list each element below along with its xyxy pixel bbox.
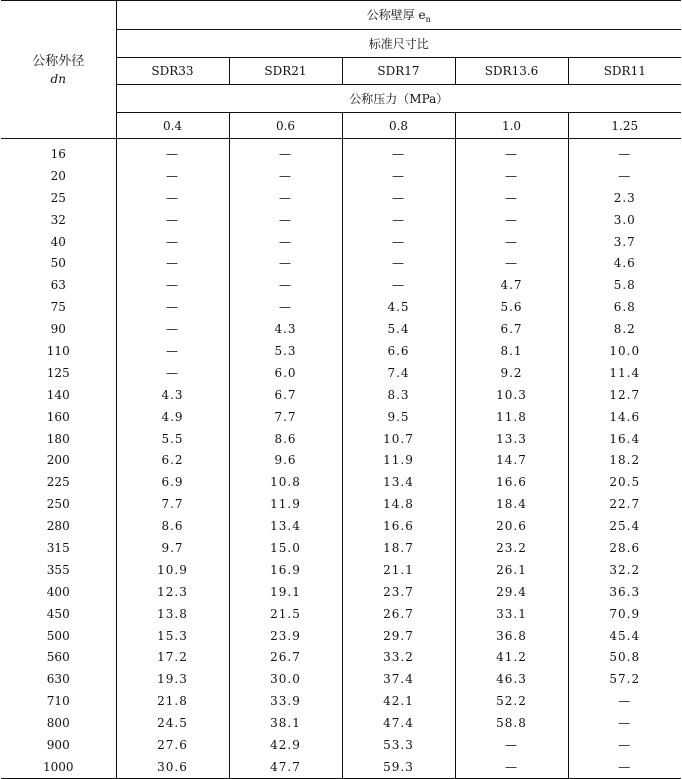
outer-diameter-cell: 900	[1, 734, 116, 756]
outer-diameter-cell: 500	[1, 625, 116, 647]
wall-thickness-cell: 11.8	[455, 406, 568, 428]
wall-thickness-cell: 14.8	[342, 493, 455, 515]
wall-thickness-cell: 47.4	[342, 712, 455, 734]
wall-thickness-cell: 4.3	[116, 384, 229, 406]
sdr-header-cell: SDR13.6	[455, 58, 568, 85]
outer-diameter-cell: 63	[1, 274, 116, 296]
wall-thickness-cell: 20.6	[455, 515, 568, 537]
wall-thickness-cell: 27.6	[116, 734, 229, 756]
wall-thickness-cell: 18.2	[568, 449, 681, 471]
table-row	[1, 406, 681, 428]
table-row	[1, 165, 681, 187]
wall-thickness-cell: 6.7	[229, 384, 342, 406]
wall-thickness-cell: 5.8	[568, 274, 681, 296]
table-row	[1, 537, 681, 559]
wall-thickness-cell: 33.1	[455, 603, 568, 625]
outer-diameter-header	[1, 1, 116, 139]
wall-thickness-cell: 20.5	[568, 471, 681, 493]
outer-diameter-cell: 140	[1, 384, 116, 406]
pressure-header-cell: 1.25	[568, 113, 681, 139]
wall-thickness-cell: 14.6	[568, 406, 681, 428]
wall-thickness-cell: 5.5	[116, 428, 229, 450]
wall-thickness-cell: 3.7	[568, 231, 681, 253]
outer-diameter-cell: 90	[1, 318, 116, 340]
wall-thickness-cell: 70.9	[568, 603, 681, 625]
dimension-ratio-header: 标准尺寸比	[116, 30, 681, 58]
outer-diameter-cell: 200	[1, 449, 116, 471]
wall-thickness-cell: —	[116, 252, 229, 274]
pipe-wall-thickness-table	[1, 0, 681, 779]
wall-thickness-cell: 46.3	[455, 668, 568, 690]
wall-thickness-cell: —	[229, 274, 342, 296]
wall-thickness-cell: 8.3	[342, 384, 455, 406]
wall-thickness-cell: 13.4	[229, 515, 342, 537]
wall-thickness-cell: 12.7	[568, 384, 681, 406]
wall-thickness-cell: 8.1	[455, 340, 568, 362]
wall-thickness-cell: 7.7	[116, 493, 229, 515]
wall-thickness-cell: 11.4	[568, 362, 681, 384]
table-row	[1, 428, 681, 450]
table-row	[1, 493, 681, 515]
sdr-header-cell: SDR11	[568, 58, 681, 85]
wall-thickness-cell: 10.8	[229, 471, 342, 493]
wall-thickness-cell: 16.9	[229, 559, 342, 581]
table-row	[1, 209, 681, 231]
wall-thickness-cell: —	[116, 231, 229, 253]
sdr-header-cell: SDR21	[229, 58, 342, 85]
wall-thickness-cell: 28.6	[568, 537, 681, 559]
table-row	[1, 690, 681, 712]
wall-thickness-cell: 9.7	[116, 537, 229, 559]
wall-thickness-cell: —	[116, 274, 229, 296]
table-row	[1, 646, 681, 668]
pressure-header-cell: 0.6	[229, 113, 342, 139]
outer-diameter-cell: 315	[1, 537, 116, 559]
wall-thickness-cell: —	[455, 139, 568, 165]
wall-thickness-cell: —	[342, 252, 455, 274]
wall-thickness-cell: —	[455, 165, 568, 187]
wall-thickness-cell: 37.4	[342, 668, 455, 690]
outer-diameter-cell: 400	[1, 581, 116, 603]
wall-thickness-cell: —	[568, 690, 681, 712]
outer-diameter-cell: 32	[1, 209, 116, 231]
wall-thickness-label: 公称壁厚 e	[366, 8, 426, 22]
wall-thickness-cell: 23.9	[229, 625, 342, 647]
wall-thickness-cell: 42.1	[342, 690, 455, 712]
outer-diameter-cell: 160	[1, 406, 116, 428]
wall-thickness-cell: 29.7	[342, 625, 455, 647]
table-row	[1, 274, 681, 296]
wall-thickness-cell: —	[342, 231, 455, 253]
outer-diameter-cell: 50	[1, 252, 116, 274]
outer-diameter-cell: 125	[1, 362, 116, 384]
wall-thickness-cell: —	[342, 209, 455, 231]
wall-thickness-header	[116, 1, 681, 30]
wall-thickness-cell: 10.7	[342, 428, 455, 450]
table-body	[1, 139, 681, 779]
wall-thickness-cell: 3.0	[568, 209, 681, 231]
wall-thickness-cell: —	[229, 165, 342, 187]
table-row	[1, 252, 681, 274]
wall-thickness-cell: 7.7	[229, 406, 342, 428]
wall-thickness-cell: 33.2	[342, 646, 455, 668]
wall-thickness-cell: —	[568, 165, 681, 187]
pressure-header-cell: 0.8	[342, 113, 455, 139]
wall-thickness-cell: 12.3	[116, 581, 229, 603]
wall-thickness-cell: 32.2	[568, 559, 681, 581]
outer-diameter-symbol: dn	[50, 71, 66, 86]
table-row	[1, 139, 681, 165]
wall-thickness-cell: —	[342, 274, 455, 296]
sdr-header-cell: SDR17	[342, 58, 455, 85]
wall-thickness-cell: 52.2	[455, 690, 568, 712]
wall-thickness-cell: 14.7	[455, 449, 568, 471]
table-row	[1, 231, 681, 253]
wall-thickness-cell: 16.4	[568, 428, 681, 450]
wall-thickness-cell: 8.6	[229, 428, 342, 450]
wall-thickness-cell: —	[568, 139, 681, 165]
wall-thickness-cell: 26.1	[455, 559, 568, 581]
wall-thickness-cell: 4.7	[455, 274, 568, 296]
wall-thickness-cell: 6.0	[229, 362, 342, 384]
wall-thickness-cell: —	[568, 712, 681, 734]
wall-thickness-cell: 29.4	[455, 581, 568, 603]
wall-thickness-cell: —	[342, 165, 455, 187]
table-row	[1, 187, 681, 209]
wall-thickness-cell: 36.8	[455, 625, 568, 647]
wall-thickness-cell: —	[116, 340, 229, 362]
wall-thickness-cell: 11.9	[342, 449, 455, 471]
outer-diameter-cell: 560	[1, 646, 116, 668]
wall-thickness-cell: 30.6	[116, 756, 229, 778]
outer-diameter-cell: 800	[1, 712, 116, 734]
wall-thickness-cell: 6.6	[342, 340, 455, 362]
outer-diameter-cell: 16	[1, 139, 116, 165]
table-row	[1, 362, 681, 384]
wall-thickness-cell: 23.7	[342, 581, 455, 603]
wall-thickness-cell: —	[229, 231, 342, 253]
wall-thickness-cell: 10.0	[568, 340, 681, 362]
pressure-header-cell: 0.4	[116, 113, 229, 139]
wall-thickness-cell: —	[455, 734, 568, 756]
outer-diameter-label: 公称外径	[32, 53, 85, 69]
outer-diameter-cell: 110	[1, 340, 116, 362]
outer-diameter-cell: 75	[1, 296, 116, 318]
table-row	[1, 296, 681, 318]
wall-thickness-cell: 10.9	[116, 559, 229, 581]
wall-thickness-cell: 21.5	[229, 603, 342, 625]
wall-thickness-cell: 26.7	[342, 603, 455, 625]
outer-diameter-cell: 40	[1, 231, 116, 253]
wall-thickness-cell: 30.0	[229, 668, 342, 690]
wall-thickness-cell: 38.1	[229, 712, 342, 734]
wall-thickness-cell: 2.3	[568, 187, 681, 209]
wall-thickness-cell: —	[342, 187, 455, 209]
wall-thickness-cell: 24.5	[116, 712, 229, 734]
wall-thickness-cell: —	[116, 165, 229, 187]
wall-thickness-cell: 9.6	[229, 449, 342, 471]
table-row	[1, 559, 681, 581]
wall-thickness-cell: 18.7	[342, 537, 455, 559]
wall-thickness-cell: 19.3	[116, 668, 229, 690]
table-row	[1, 384, 681, 406]
table-row	[1, 756, 681, 778]
wall-thickness-cell: —	[116, 296, 229, 318]
table-row	[1, 318, 681, 340]
wall-thickness-cell: 7.4	[342, 362, 455, 384]
wall-thickness-cell: —	[229, 187, 342, 209]
wall-thickness-cell: 18.4	[455, 493, 568, 515]
wall-thickness-cell: 17.2	[116, 646, 229, 668]
table-header	[1, 1, 681, 139]
outer-diameter-cell: 450	[1, 603, 116, 625]
wall-thickness-cell: —	[116, 187, 229, 209]
wall-thickness-cell: 21.8	[116, 690, 229, 712]
wall-thickness-cell: 10.3	[455, 384, 568, 406]
wall-thickness-cell: —	[116, 318, 229, 340]
wall-thickness-cell: —	[455, 231, 568, 253]
wall-thickness-cell: —	[229, 296, 342, 318]
wall-thickness-cell: —	[116, 139, 229, 165]
table-row	[1, 471, 681, 493]
wall-thickness-cell: 50.8	[568, 646, 681, 668]
wall-thickness-cell: 4.5	[342, 296, 455, 318]
wall-thickness-cell: 59.3	[342, 756, 455, 778]
wall-thickness-cell: 13.8	[116, 603, 229, 625]
outer-diameter-cell: 250	[1, 493, 116, 515]
table-row	[1, 581, 681, 603]
wall-thickness-cell: —	[568, 734, 681, 756]
pressure-header-cell: 1.0	[455, 113, 568, 139]
wall-thickness-cell: 5.3	[229, 340, 342, 362]
wall-thickness-cell: —	[455, 209, 568, 231]
wall-thickness-cell: 4.9	[116, 406, 229, 428]
wall-thickness-cell: —	[568, 756, 681, 778]
wall-thickness-cell: 9.2	[455, 362, 568, 384]
wall-thickness-cell: —	[342, 139, 455, 165]
wall-thickness-cell: —	[229, 139, 342, 165]
wall-thickness-cell: —	[116, 209, 229, 231]
table-row	[1, 712, 681, 734]
wall-thickness-cell: 15.3	[116, 625, 229, 647]
pressure-header: 公称压力（MPa）	[116, 85, 681, 113]
wall-thickness-cell: 6.7	[455, 318, 568, 340]
wall-thickness-cell: 8.6	[116, 515, 229, 537]
wall-thickness-cell: 41.2	[455, 646, 568, 668]
table-row	[1, 603, 681, 625]
wall-thickness-cell: —	[455, 252, 568, 274]
wall-thickness-cell: 16.6	[342, 515, 455, 537]
wall-thickness-cell: 58.8	[455, 712, 568, 734]
outer-diameter-cell: 225	[1, 471, 116, 493]
table-row	[1, 340, 681, 362]
wall-thickness-cell: 57.2	[568, 668, 681, 690]
wall-thickness-cell: 4.3	[229, 318, 342, 340]
wall-thickness-cell: 16.6	[455, 471, 568, 493]
sdr-header-cell: SDR33	[116, 58, 229, 85]
wall-thickness-cell: 26.7	[229, 646, 342, 668]
wall-thickness-cell: 4.6	[568, 252, 681, 274]
wall-thickness-cell: 21.1	[342, 559, 455, 581]
wall-thickness-cell: 5.6	[455, 296, 568, 318]
wall-thickness-cell: 5.4	[342, 318, 455, 340]
wall-thickness-cell: 8.2	[568, 318, 681, 340]
wall-thickness-cell: 6.9	[116, 471, 229, 493]
outer-diameter-cell: 355	[1, 559, 116, 581]
wall-thickness-cell: 45.4	[568, 625, 681, 647]
wall-thickness-cell: 9.5	[342, 406, 455, 428]
wall-thickness-cell: 13.4	[342, 471, 455, 493]
wall-thickness-cell: 47.7	[229, 756, 342, 778]
outer-diameter-cell: 630	[1, 668, 116, 690]
wall-thickness-cell: —	[229, 252, 342, 274]
outer-diameter-cell: 710	[1, 690, 116, 712]
table-row	[1, 449, 681, 471]
table-row	[1, 734, 681, 756]
wall-thickness-cell: 13.3	[455, 428, 568, 450]
wall-thickness-cell: 11.9	[229, 493, 342, 515]
wall-thickness-cell: 23.2	[455, 537, 568, 559]
wall-thickness-cell: 53.3	[342, 734, 455, 756]
outer-diameter-cell: 280	[1, 515, 116, 537]
wall-thickness-cell: 42.9	[229, 734, 342, 756]
wall-thickness-cell: —	[455, 187, 568, 209]
wall-thickness-cell: 15.0	[229, 537, 342, 559]
wall-thickness-subscript: n	[425, 15, 431, 24]
wall-thickness-cell: 6.2	[116, 449, 229, 471]
wall-thickness-cell: —	[229, 209, 342, 231]
table-row	[1, 515, 681, 537]
wall-thickness-cell: 36.3	[568, 581, 681, 603]
table-row	[1, 668, 681, 690]
wall-thickness-cell: 6.8	[568, 296, 681, 318]
table-row	[1, 625, 681, 647]
wall-thickness-cell: 22.7	[568, 493, 681, 515]
wall-thickness-cell: 19.1	[229, 581, 342, 603]
wall-thickness-cell: —	[455, 756, 568, 778]
outer-diameter-cell: 25	[1, 187, 116, 209]
wall-thickness-cell: 33.9	[229, 690, 342, 712]
outer-diameter-cell: 180	[1, 428, 116, 450]
outer-diameter-cell: 1000	[1, 756, 116, 778]
outer-diameter-cell: 20	[1, 165, 116, 187]
wall-thickness-cell: 25.4	[568, 515, 681, 537]
wall-thickness-cell: —	[116, 362, 229, 384]
